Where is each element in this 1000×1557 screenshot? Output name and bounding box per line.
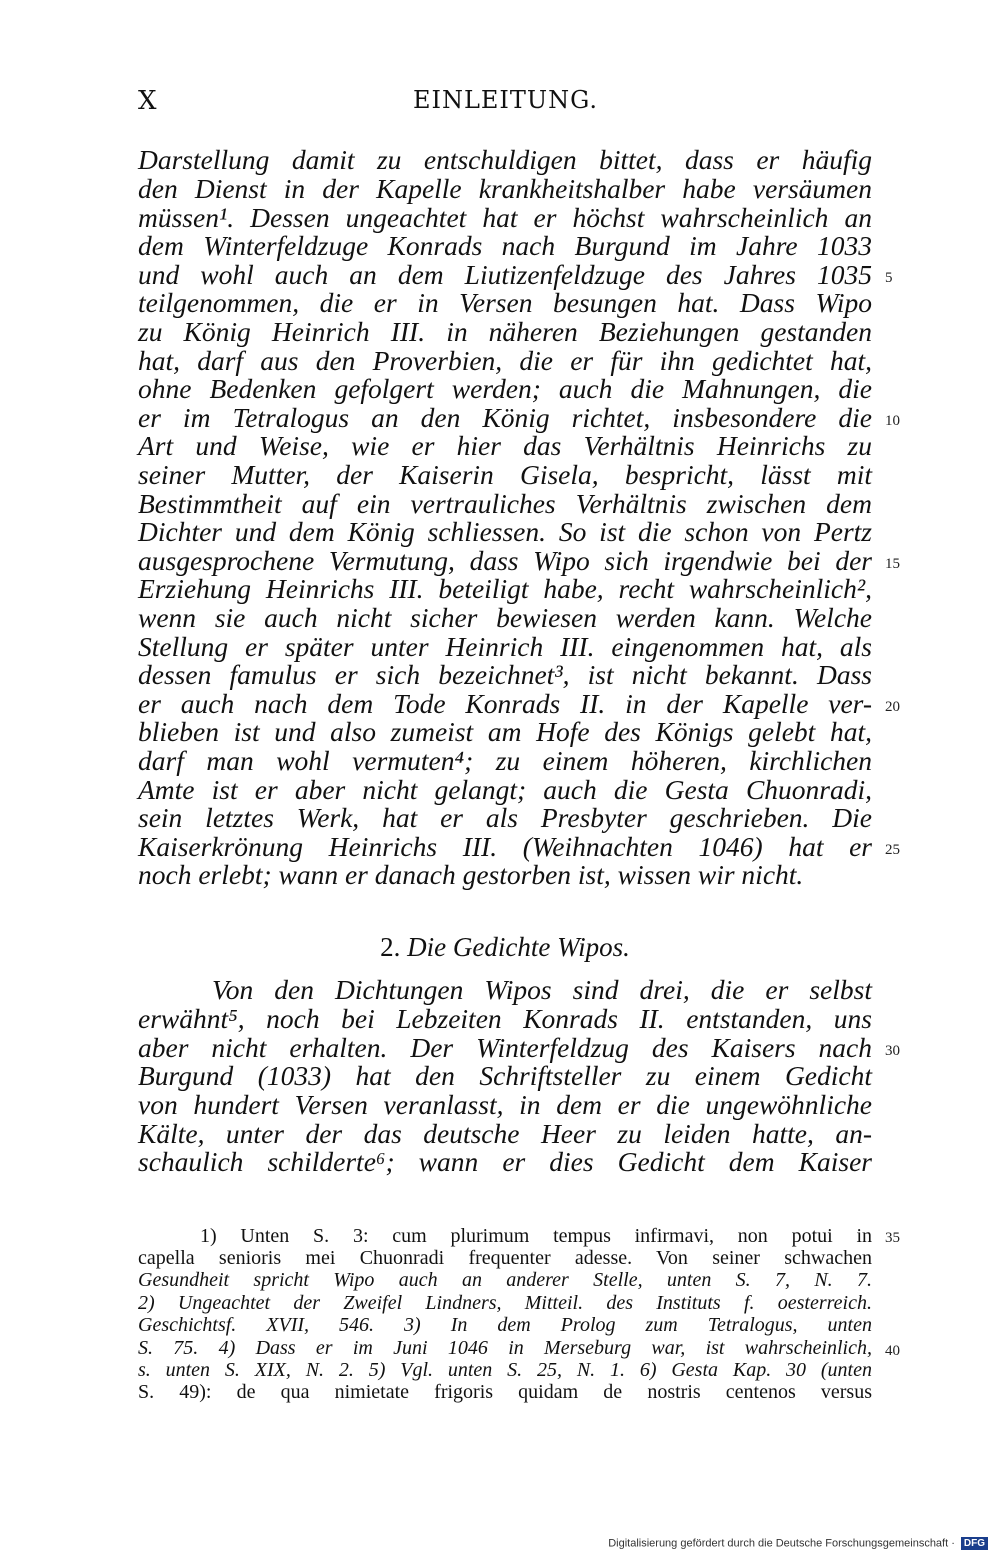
text-line: Stellung er später unter Heinrich III. eingenommen hat, als [138,631,872,662]
footnote-line: Gesundheit spricht Wipo auch an anderer Stelle, unten S. 7, N. 7. [138,1269,872,1291]
text-line: sein letztes Werk, hat er als Presbyter geschrieben. Die [138,802,872,833]
text-line: darf man wohl vermuten⁴; zu einem höheren, kirchlichen [138,745,872,776]
text-line: erwähnt⁵, noch bei Lebzeiten Konrads II. entstanden, uns [138,1003,872,1034]
text-line: dem Winterfeldzuge Konrads nach Burgund im Jahre 1033 [138,230,872,261]
line-number: 15 [885,556,900,572]
footnote-line: s. unten S. XIX, N. 2. 5) Vgl. unten S. 25, N. 1. 6) Gesta Kap. 30 (unten [138,1359,872,1381]
footnote-line: Geschichtsf. XVII, 546. 3) In dem Prolog zum Tetralogus, unten [138,1314,872,1336]
text-line: er im Tetralogus an den König richtet, insbesondere die [138,402,872,433]
text-line: ohne Bedenken gefolgert werden; auch die Mahnungen, die [138,373,872,404]
text-line: Darstellung damit zu entschuldigen bittet, dass er häufig [138,144,872,175]
footnote-line: 1) Unten S. 3: cum plurimum tempus infirmavi, non potui in [200,1225,872,1247]
text-line: seiner Mutter, der Kaiserin Gisela, bespricht, lässt mit [138,459,872,490]
line-number: 40 [885,1343,900,1359]
text-line: aber nicht erhalten. Der Winterfeldzug des Kaisers nach [138,1032,872,1063]
text-line: Erziehung Heinrichs III. beteiligt habe, recht wahrscheinlich², [138,573,872,604]
section-heading [138,932,872,963]
line-number: 20 [885,699,900,715]
text-line: Kaiserkrönung Heinrichs III. (Weihnachten 1046) hat er [138,831,872,862]
line-number: 30 [885,1043,900,1059]
digitization-credit [608,1537,988,1550]
text-line: blieben ist und also zumeist am Hofe des Königs gelebt hat, [138,716,872,747]
page-header [138,86,873,120]
text-line: den Dienst in der Kapelle krankheitshalber habe versäumen [138,173,872,204]
text-line: noch erlebt; wann er danach gestorben ist, wissen wir nicht. [138,859,804,890]
text-line: von hundert Versen veranlasst, in dem er die ungewöhnliche [138,1089,872,1120]
text-line: zu König Heinrich III. in näheren Beziehungen gestanden [138,316,872,347]
text-line: müssen¹. Dessen ungeachtet hat er höchst wahrscheinlich an [138,202,872,233]
running-title: EINLEITUNG. [412,86,599,114]
text-line: ausgesprochene Vermutung, dass Wipo sich irgendwie bei der [138,545,872,576]
text-line: Von den Dichtungen Wipos sind drei, die er selbst [212,974,872,1005]
text-line: er auch nach dem Tode Konrads II. in der Kapelle ver- [138,688,872,719]
text-line: Art und Weise, wie er hier das Verhältnis Heinrichs zu [138,430,872,461]
line-number: 25 [885,842,900,858]
text-line: hat, darf aus den Proverbien, die er für ihn gedichtet hat, [138,345,872,376]
credit-text: Digitalisierung gefördert durch die Deutsche Forschungsgemeinschaft · [608,1537,955,1550]
text-line: Kälte, unter der das deutsche Heer zu leiden hatte, an- [138,1118,872,1149]
footnote-line: capella senioris mei Chuonradi frequenter adesse. Von seiner schwachen [138,1247,872,1269]
text-line: schaulich schilderte⁶; wann er dies Gedicht dem Kaiser [138,1146,872,1177]
text-line: Burgund (1033) hat den Schriftsteller zu einem Gedicht [138,1060,872,1091]
page-number: X [138,86,157,116]
footnote-line: S. 49): de qua nimietate frigoris quidam de nostris centenos versus [138,1381,872,1403]
text-line: wenn sie auch nicht sicher bewiesen werden kann. Welche [138,602,872,633]
line-number: 10 [885,413,900,429]
footnote-line: S. 75. 4) Dass er im Juni 1046 in Merseburg war, ist wahrscheinlich, [138,1337,872,1359]
section-title: Die Gedichte Wipos. [407,932,630,962]
text-line: Amte ist er aber nicht gelangt; auch die Gesta Chuonradi, [138,774,872,805]
footnote-line: 2) Ungeachtet der Zweifel Lindners, Mitteil. des Instituts f. oesterreich. [138,1292,872,1314]
line-number: 5 [885,270,893,286]
section-number: 2. [380,932,401,962]
text-line: Bestimmtheit auf ein vertrauliches Verhältnis zwischen dem [138,488,872,519]
line-number: 35 [885,1230,900,1246]
text-line: teilgenommen, die er in Versen besungen hat. Dass Wipo [138,287,872,318]
text-line: und wohl auch an dem Liutizenfeldzuge des Jahres 1035 [138,259,872,290]
text-line: Dichter und dem König schliessen. So ist die schon von Pertz [138,516,872,547]
dfg-logo: DFG [961,1537,988,1550]
text-line: dessen famulus er sich bezeichnet³, ist nicht bekannt. Dass [138,659,872,690]
